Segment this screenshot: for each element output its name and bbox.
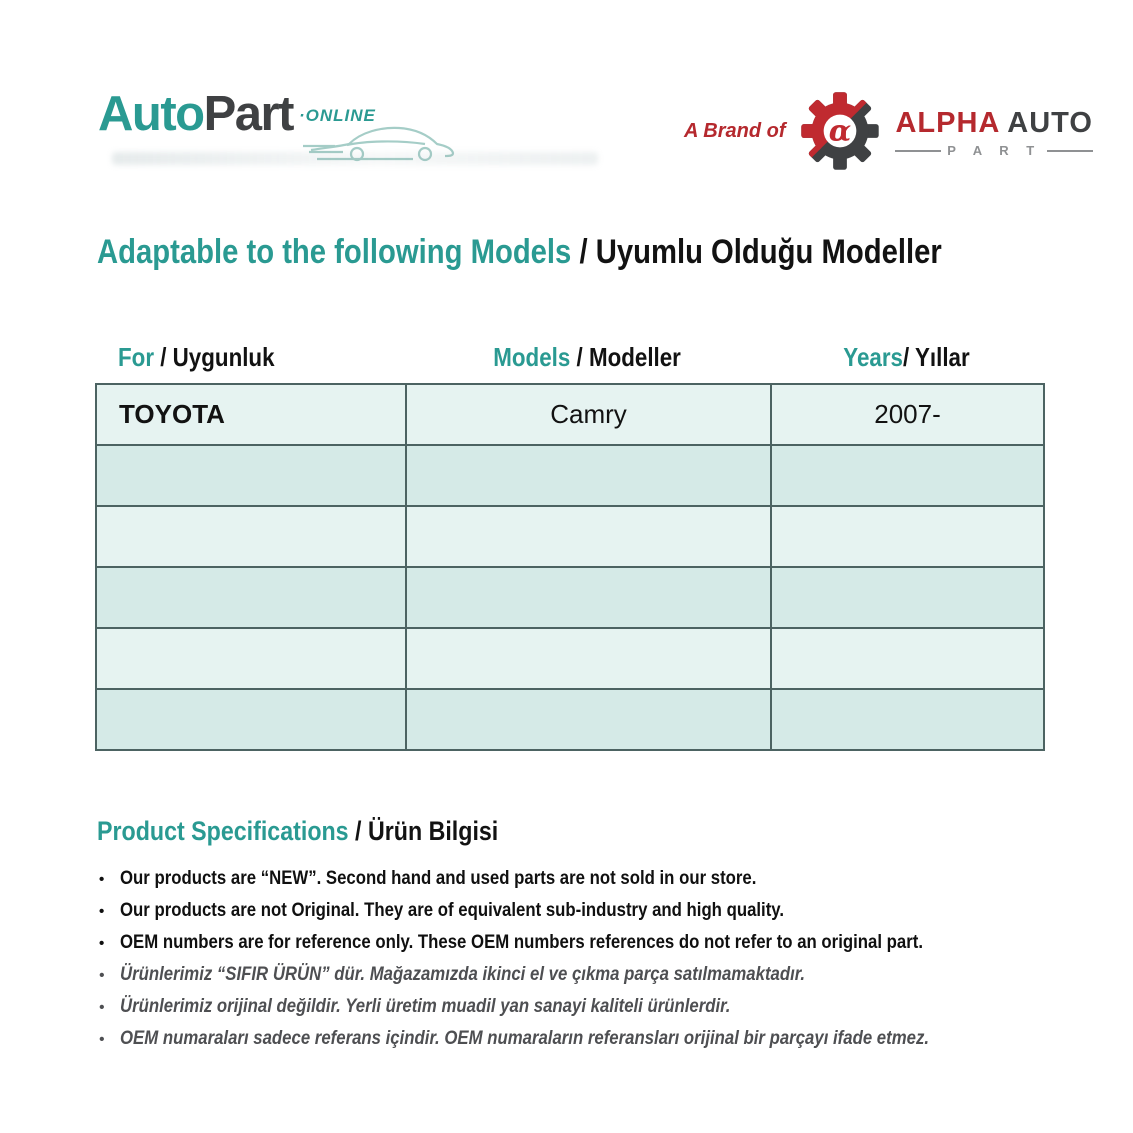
cell-model — [406, 628, 771, 689]
column-header-years: Years/ Yıllar — [843, 342, 970, 372]
brand-rule-left — [895, 150, 941, 152]
brand-rule-right — [1047, 150, 1093, 152]
brand-part-row — [895, 143, 1092, 158]
cell-model — [406, 567, 771, 628]
specs-title-tr: Ürün Bilgisi — [367, 816, 499, 846]
column-header-for: For / Uygunluk — [118, 342, 275, 372]
gear-alpha-icon — [797, 88, 883, 174]
table-row — [96, 689, 1044, 750]
fitment-table-header-row — [95, 337, 1043, 373]
brand-prefix-label: A Brand of — [684, 119, 786, 142]
cell-make — [96, 567, 406, 628]
alpha-symbol: α — [829, 113, 852, 148]
list-item — [99, 900, 1079, 922]
cell-years — [771, 628, 1044, 689]
bullet-text-tr: Ürünlerimiz “SIFIR ÜRÜN” dür. Mağazamızda ikinci el ve çıkma parça satılmamaktadır. — [120, 963, 806, 985]
column-header-models: Models / Modeller — [493, 342, 682, 372]
cell-years: 2007- — [771, 384, 1044, 445]
bullet-text-en: Our products are not Original. They are of equivalent sub-industry and high quality. — [120, 899, 785, 921]
brand-name — [895, 108, 1092, 140]
cell-make — [96, 506, 406, 567]
table-row — [96, 506, 1044, 567]
specs-title-sep: / — [348, 816, 368, 846]
bullet-icon: • — [99, 1031, 105, 1048]
bullet-icon: • — [99, 871, 105, 888]
cell-make: TOYOTA — [96, 384, 406, 445]
models-title-sep: / — [571, 233, 596, 271]
models-title-tr: Uyumlu Olduğu Modeller — [595, 233, 942, 271]
bullet-text-tr: OEM numaraları sadece referans içindir. OEM numaraların referansları orijinal bir parçayı ifade etmez. — [120, 1027, 930, 1049]
cell-years — [771, 445, 1044, 506]
alpha-auto-part-brand — [684, 88, 1093, 174]
bullet-text-en: OEM numbers are for reference only. These OEM numbers references do not refer to an original part. — [120, 931, 923, 953]
list-item — [99, 996, 1079, 1018]
erased-watermark — [112, 152, 598, 165]
cell-years — [771, 567, 1044, 628]
cell-years — [771, 689, 1044, 750]
logo-online-label: ·ONLINE — [299, 106, 376, 125]
bullet-icon: • — [99, 935, 105, 952]
brand-word-alpha: ALPHA — [895, 106, 1000, 139]
specs-title-en: Product Specifications — [97, 816, 349, 846]
list-item — [99, 1028, 1079, 1050]
bullet-text-en: Our products are “NEW”. Second hand and used parts are not sold in our store. — [120, 867, 757, 889]
table-row — [96, 445, 1044, 506]
cell-model — [406, 445, 771, 506]
specs-section-title — [97, 817, 564, 847]
bullet-icon: • — [99, 999, 105, 1016]
brand-word-part: P A R T — [947, 143, 1042, 159]
autopart-logo — [98, 87, 458, 176]
logo-word-part: Part — [203, 87, 293, 141]
bullet-icon: • — [99, 967, 105, 984]
list-item — [99, 932, 1079, 954]
table-row — [96, 628, 1044, 689]
brand-wordmark — [895, 108, 1092, 159]
bullet-text-tr: Ürünlerimiz orijinal değildir. Yerli üretim muadil yan sanayi kaliteli ürünlerdir. — [120, 995, 731, 1017]
cell-model: Camry — [406, 384, 771, 445]
models-title-en: Adaptable to the following Models — [97, 233, 572, 271]
cell-make — [96, 628, 406, 689]
models-section-title — [97, 234, 1079, 271]
bullet-icon: • — [99, 903, 105, 920]
cell-make — [96, 689, 406, 750]
logo-word-auto: Auto — [98, 87, 204, 141]
cell-make — [96, 445, 406, 506]
fitment-table — [95, 383, 1045, 751]
list-item — [99, 868, 1079, 890]
specs-bullet-list — [99, 868, 1079, 1060]
cell-model — [406, 689, 771, 750]
brand-word-auto: AUTO — [1007, 106, 1093, 139]
table-row — [96, 384, 1044, 445]
list-item — [99, 964, 1079, 986]
cell-years — [771, 506, 1044, 567]
cell-model — [406, 506, 771, 567]
table-row — [96, 567, 1044, 628]
